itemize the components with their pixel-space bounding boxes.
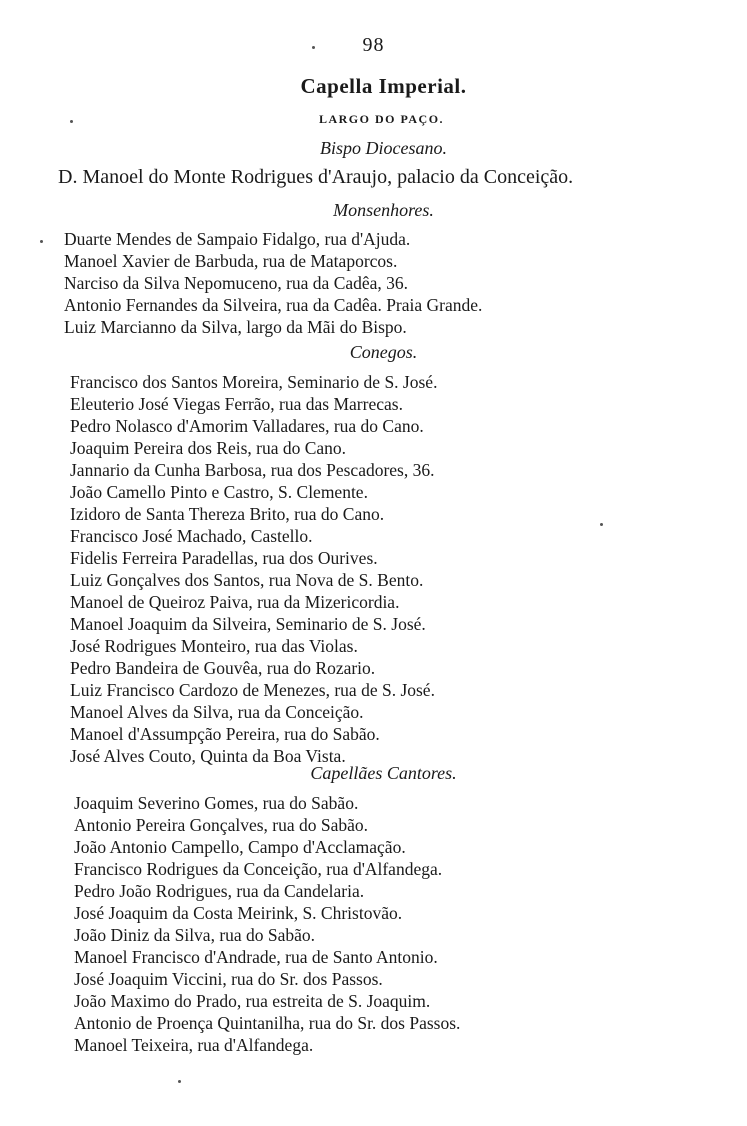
- list-item: Luiz Gonçalves dos Santos, rua Nova de S. Bento.: [70, 570, 424, 590]
- list-item: Antonio Fernandes da Silveira, rua da Cadêa. Praia Grande.: [64, 295, 483, 315]
- list-item: José Rodrigues Monteiro, rua das Violas.: [70, 636, 358, 656]
- list-item: João Diniz da Silva, rua do Sabão.: [74, 925, 316, 945]
- list-item: Narciso da Silva Nepomuceno, rua da Cadêa, 36.: [64, 273, 409, 293]
- list-item: Manoel Teixeira, rua d'Alfandega.: [74, 1035, 314, 1055]
- print-speck: [312, 46, 315, 49]
- list-item: João Camello Pinto e Castro, S. Clemente.: [70, 482, 368, 502]
- print-speck: [40, 240, 43, 243]
- list-item: José Joaquim Viccini, rua do Sr. dos Passos.: [74, 969, 383, 989]
- list-item: Fidelis Ferreira Paradellas, rua dos Ourives.: [70, 548, 378, 568]
- list-item: Pedro João Rodrigues, rua da Candelaria.: [74, 881, 365, 901]
- section-heading-conegos: Conegos.: [349, 342, 418, 362]
- section-heading-capellaes: Capellães Cantores.: [310, 763, 457, 783]
- list-item: Francisco Rodrigues da Conceição, rua d'Alfandega.: [74, 859, 443, 879]
- section-heading-bispo: Bispo Diocesano.: [320, 138, 447, 158]
- list-item: Manoel de Queiroz Paiva, rua da Mizericordia.: [70, 592, 400, 612]
- page-subtitle: LARGO DO PAÇO.: [318, 112, 445, 126]
- print-speck: [600, 523, 603, 526]
- list-item: José Alves Couto, Quinta da Boa Vista.: [70, 746, 346, 766]
- list-item: Francisco dos Santos Moreira, Seminario de S. José.: [70, 372, 438, 392]
- list-item: Manoel Joaquim da Silveira, Seminario de S. José.: [70, 614, 426, 634]
- list-item: Manoel d'Assumpção Pereira, rua do Sabão.: [70, 724, 380, 744]
- list-item: Francisco José Machado, Castello.: [70, 526, 313, 546]
- list-item: João Antonio Campello, Campo d'Acclamação.: [74, 837, 406, 857]
- list-item: Izidoro de Santa Thereza Brito, rua do Cano.: [70, 504, 385, 524]
- list-item: Jannario da Cunha Barbosa, rua dos Pescadores, 36.: [70, 460, 435, 480]
- list-item: Manoel Francisco d'Andrade, rua de Santo Antonio.: [74, 947, 438, 967]
- conegos-list: [0, 371, 747, 767]
- monsenhores-list: [0, 228, 747, 338]
- list-item: Pedro Nolasco d'Amorim Valladares, rua do Cano.: [70, 416, 424, 436]
- print-speck: [70, 120, 73, 123]
- list-item: Luiz Marcianno da Silva, largo da Mãi do Bispo.: [64, 317, 407, 337]
- list-item: Joaquim Pereira dos Reis, rua do Cano.: [70, 438, 347, 458]
- list-item: Eleuterio José Viegas Ferrão, rua das Marrecas.: [70, 394, 403, 414]
- list-item: João Maximo do Prado, rua estreita de S. Joaquim.: [74, 991, 431, 1011]
- section-heading-monsenhores: Monsenhores.: [333, 200, 434, 220]
- list-item: José Joaquim da Costa Meirink, S. Christovão.: [74, 903, 403, 923]
- list-item: Antonio de Proença Quintanilha, rua do Sr. dos Passos.: [74, 1013, 461, 1033]
- bishop-entry: D. Manoel do Monte Rodrigues d'Araujo, palacio da Conceição.: [58, 166, 574, 188]
- print-speck: [178, 1080, 181, 1083]
- capellaes-list: [0, 792, 747, 1056]
- list-item: Pedro Bandeira de Gouvêa, rua do Rozario.: [70, 658, 376, 678]
- page-number: 98: [362, 34, 385, 56]
- list-item: Duarte Mendes de Sampaio Fidalgo, rua d'Ajuda.: [64, 229, 411, 249]
- page-title: Capella Imperial.: [300, 74, 467, 98]
- list-item: Joaquim Severino Gomes, rua do Sabão.: [74, 793, 359, 813]
- list-item: Antonio Pereira Gonçalves, rua do Sabão.: [74, 815, 369, 835]
- list-item: Manoel Alves da Silva, rua da Conceição.: [70, 702, 364, 722]
- list-item: Manoel Xavier de Barbuda, rua de Mataporcos.: [64, 251, 398, 271]
- list-item: Luiz Francisco Cardozo de Menezes, rua de S. José.: [70, 680, 435, 700]
